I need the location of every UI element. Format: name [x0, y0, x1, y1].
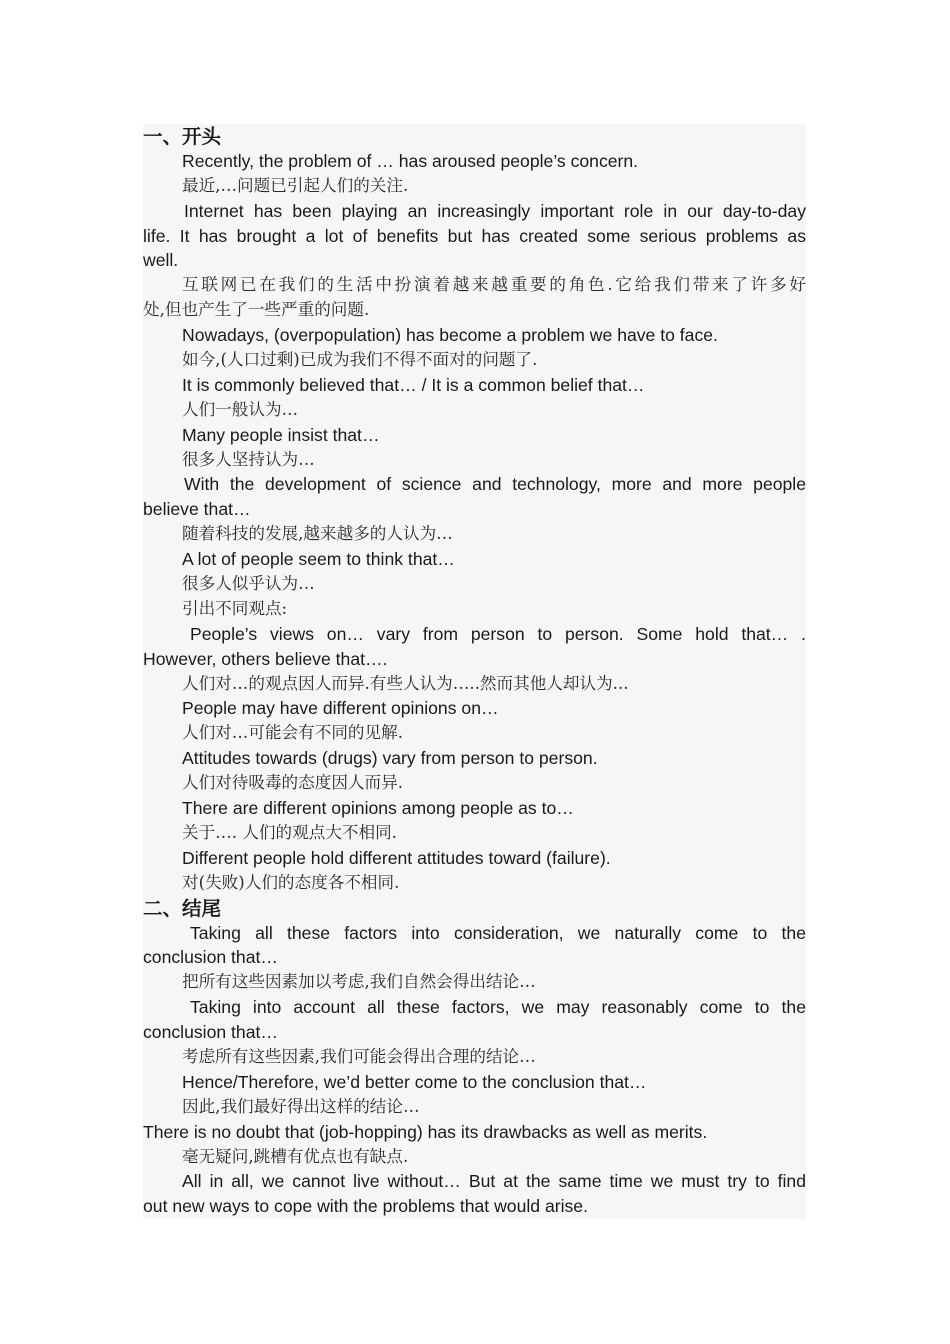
text-line: 互联网已在我们的生活中扮演着越来越重要的角色.它给我们带来了许多好	[182, 275, 806, 295]
text-line: 因此,我们最好得出这样的结论…	[182, 1096, 420, 1116]
section-heading-ending: 二、结尾	[143, 896, 222, 920]
text-line: 人们一般认为…	[182, 399, 299, 419]
text-line: 关于…. 人们的观点大不相同.	[182, 822, 397, 842]
text-line: 引出不同观点:	[182, 598, 288, 618]
text-line: 人们对待吸毒的态度因人而异.	[182, 773, 403, 793]
text-line: Hence/Therefore, we’d better come to the conclusion that…	[182, 1071, 647, 1092]
text-line: Nowadays, (overpopulation) has become a problem we have to face.	[182, 325, 718, 346]
text-line: 随着科技的发展,越来越多的人认为…	[182, 524, 453, 544]
text-line: Taking into account all these factors, we may reasonably come to the	[190, 997, 806, 1018]
text-line: 很多人似乎认为…	[182, 574, 315, 594]
text-line: 处,但也产生了一些严重的问题.	[143, 300, 370, 320]
text-line: Taking all these factors into consideration, we naturally come to the	[190, 922, 806, 943]
text-line: conclusion that…	[143, 947, 278, 968]
text-line: 对(失败)人们的态度各不相同.	[182, 872, 400, 892]
text-line: life. It has brought a lot of benefits but has created some serious problems as	[143, 225, 806, 246]
text-line: With the development of science and technology, more and more people	[184, 474, 806, 495]
text-line: All in all, we cannot live without… But at the same time we must try to find	[182, 1171, 806, 1192]
text-line: 人们对…的观点因人而异.有些人认为…..然而其他人却认为...	[182, 673, 629, 693]
document-text-block	[143, 124, 806, 1219]
text-line: believe that…	[143, 499, 251, 520]
text-line: 毫无疑问,跳槽有优点也有缺点.	[182, 1146, 409, 1166]
text-line: There is no doubt that (job-hopping) has its drawbacks as well as merits.	[143, 1121, 708, 1142]
text-line: well.	[143, 250, 179, 271]
text-line: out new ways to cope with the problems that would arise.	[143, 1196, 588, 1217]
text-line: People’s views on… vary from person to person. Some hold that… .	[190, 623, 806, 644]
text-line: 把所有这些因素加以考虑,我们自然会得出结论…	[182, 972, 536, 992]
text-line: Recently, the problem of … has aroused people’s concern.	[182, 150, 639, 171]
text-line: However, others believe that….	[143, 648, 388, 669]
text-line: Many people insist that…	[182, 424, 380, 445]
text-line: Internet has been playing an increasingly important role in our day-to-day	[184, 200, 806, 221]
text-line: A lot of people seem to think that…	[182, 549, 455, 570]
text-line: 考虑所有这些因素,我们可能会得出合理的结论…	[182, 1046, 536, 1066]
text-line: There are different opinions among people as to…	[182, 798, 574, 819]
text-line: Attitudes towards (drugs) vary from person to person.	[182, 748, 598, 769]
text-line: Different people hold different attitudes toward (failure).	[182, 847, 611, 868]
section-heading-opening: 一、开头	[143, 125, 222, 148]
text-line: 最近,…问题已引起人们的关注.	[182, 175, 409, 195]
text-line: 很多人坚持认为…	[182, 449, 315, 469]
text-line: People may have different opinions on…	[182, 698, 499, 719]
text-line: It is commonly believed that… / It is a common belief that…	[182, 374, 645, 395]
text-line: 如今,(人口过剩)已成为我们不得不面对的问题了.	[182, 350, 538, 370]
text-line: 人们对…可能会有不同的见解.	[182, 723, 403, 743]
text-line: conclusion that…	[143, 1022, 278, 1043]
